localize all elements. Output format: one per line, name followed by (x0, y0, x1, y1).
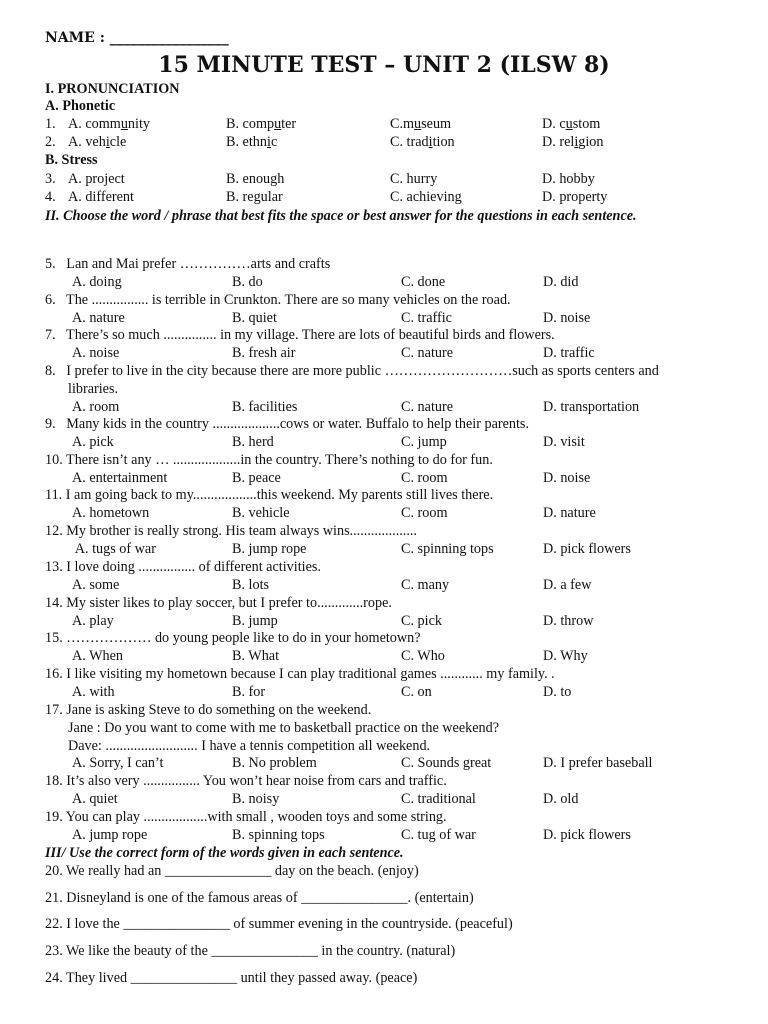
dialogue-line: Dave: .......................... I have a tennis competition all weekend. (68, 738, 431, 754)
option-d: D. I prefer baseball (543, 755, 653, 771)
item-number: 1. (45, 116, 56, 132)
option-b: B. facilities (232, 399, 298, 415)
option-b: B. quiet (232, 310, 277, 326)
option-c: C. jump (401, 434, 447, 450)
option-d: D. custom (542, 116, 601, 132)
option-c: C. Sounds great (401, 755, 492, 771)
option-c: C. tug of war (401, 827, 476, 843)
option-c: C. spinning tops (401, 541, 494, 557)
name-field-label: NAME : _________________ (45, 30, 229, 46)
option-b: B. herd (232, 434, 274, 450)
question: 15. ……………… do young people like to do in your hometown? (45, 630, 421, 646)
option-d: D. traffic (543, 345, 595, 361)
option-c: C. pick (401, 613, 442, 629)
option-c: C. Who (401, 648, 445, 664)
option-d: D. religion (542, 134, 604, 150)
section-heading: II. Choose the word / phrase that best fits the space or best answer for the questions in each sentence. (45, 208, 637, 224)
option-a: A. entertainment (72, 470, 168, 486)
option-a: A. with (72, 684, 115, 700)
option-a: A. When (72, 648, 123, 664)
option-b: B. jump rope (232, 541, 307, 557)
option-b: B. fresh air (232, 345, 296, 361)
question: 13. I love doing ................ of different activities. (45, 559, 321, 575)
option-d: D. throw (543, 613, 594, 629)
option-d: D. hobby (542, 171, 595, 187)
option-d: D. Why (543, 648, 588, 664)
option-a: A. hometown (72, 505, 150, 521)
option-b: B. noisy (232, 791, 280, 807)
option-b: B. jump (232, 613, 278, 629)
fill-in-item: 23. We like the beauty of the _______________ in the country. (natural) (45, 943, 456, 959)
option-c: C. on (401, 684, 432, 700)
page-title: 15 MINUTE TEST – UNIT 2 (ILSW 8) (158, 52, 610, 78)
option-b: B. peace (232, 470, 281, 486)
option-c: C. room (401, 470, 448, 486)
option-c: C. nature (401, 345, 454, 361)
question: 12. My brother is really strong. His team always wins................... (45, 523, 417, 539)
option-d: D. transportation (543, 399, 640, 415)
option-b: B. lots (232, 577, 270, 593)
option-d: D. noise (543, 310, 591, 326)
option-a: A. quiet (72, 791, 118, 807)
option-c: C. traditional (401, 791, 476, 807)
question: 14. My sister likes to play soccer, but I prefer to.............rope. (45, 595, 392, 611)
option-a: A. room (72, 399, 120, 415)
item-number: 2. (45, 134, 56, 150)
question: 17. Jane is asking Steve to do something on the weekend. (45, 702, 372, 718)
option-a: A. different (68, 189, 134, 205)
option-a: A. play (72, 613, 114, 629)
section-heading: I. PRONUNCIATION (45, 81, 180, 97)
fill-in-item: 24. They lived _______________ until they passed away. (peace) (45, 970, 418, 986)
option-a: A. pick (72, 434, 114, 450)
option-c: C. room (401, 505, 448, 521)
option-a: A. nature (72, 310, 125, 326)
option-d: D. a few (543, 577, 592, 593)
option-c: C. done (401, 274, 446, 290)
option-a: A. project (68, 171, 125, 187)
option-d: D. nature (543, 505, 596, 521)
question: 7. There’s so much ............... in my village. There are lots of beautiful birds and flowers. (45, 327, 555, 343)
option-c: C.museum (390, 116, 452, 132)
option-a: A. some (72, 577, 120, 593)
subsection-heading: B. Stress (45, 152, 98, 168)
option-a: A. noise (72, 345, 120, 361)
option-c: C. many (401, 577, 450, 593)
option-d: D. property (542, 189, 608, 205)
option-d: D. pick flowers (543, 541, 631, 557)
question: 5. Lan and Mai prefer ……………arts and crafts (45, 256, 331, 272)
question: 18. It’s also very ................ You won’t hear noise from cars and traffic. (45, 773, 447, 789)
option-b: B. computer (226, 116, 297, 132)
option-b: B. ethnic (226, 134, 278, 150)
option-c: C. hurry (390, 171, 438, 187)
option-d: D. noise (543, 470, 591, 486)
question: 8. I prefer to live in the city because there are more public ………………………such as sports centers and (45, 363, 659, 379)
question: 6. The ................ is terrible in Crunkton. There are so many vehicles on the road. (45, 292, 511, 308)
dialogue-line: Jane : Do you want to come with me to basketball practice on the weekend? (68, 720, 500, 736)
option-b: B. vehicle (232, 505, 290, 521)
question: 11. I am going back to my..................this weekend. My parents still lives there. (45, 487, 494, 503)
option-d: D. did (543, 274, 579, 290)
option-b: B. do (232, 274, 263, 290)
option-c: C. tradition (390, 134, 455, 150)
option-a: A. jump rope (72, 827, 148, 843)
option-a: A. community (68, 116, 150, 132)
option-d: D. old (543, 791, 579, 807)
option-c: C. nature (401, 399, 454, 415)
fill-in-item: 22. I love the _______________ of summer evening in the countryside. (peaceful) (45, 916, 513, 932)
option-a: A. doing (72, 274, 122, 290)
question: 10. There isn’t any … ...................in the country. There’s nothing to do for fun. (45, 452, 493, 468)
item-number: 3. (45, 171, 56, 187)
fill-in-item: 21. Disneyland is one of the famous areas of _______________. (entertain) (45, 890, 474, 906)
option-b: B. What (232, 648, 280, 664)
option-b: B. regular (226, 189, 283, 205)
option-a: A. vehicle (68, 134, 127, 150)
subsection-heading: A. Phonetic (45, 98, 116, 114)
fill-in-item: 20. We really had an _______________ day on the beach. (enjoy) (45, 863, 419, 879)
option-a: A. tugs of war (72, 541, 156, 557)
option-c: C. achieving (390, 189, 462, 205)
option-b: B. No problem (232, 755, 317, 771)
option-d: D. to (543, 684, 572, 700)
question: 16. I like visiting my hometown because I can play traditional games ............ my family. . (45, 666, 555, 682)
section-heading: III/ Use the correct form of the words given in each sentence. (45, 845, 404, 861)
option-c: C. traffic (401, 310, 452, 326)
question: 9. Many kids in the country ...................cows or water. Buffalo to help their parents. (45, 416, 529, 432)
question: 19. You can play ..................with small , wooden toys and some string. (45, 809, 447, 825)
question-continuation: libraries. (68, 381, 119, 397)
option-b: B. for (232, 684, 266, 700)
item-number: 4. (45, 189, 56, 205)
option-b: B. enough (226, 171, 285, 187)
option-d: D. pick flowers (543, 827, 631, 843)
option-d: D. visit (543, 434, 585, 450)
option-a: A. Sorry, I can’t (72, 755, 164, 771)
option-b: B. spinning tops (232, 827, 325, 843)
